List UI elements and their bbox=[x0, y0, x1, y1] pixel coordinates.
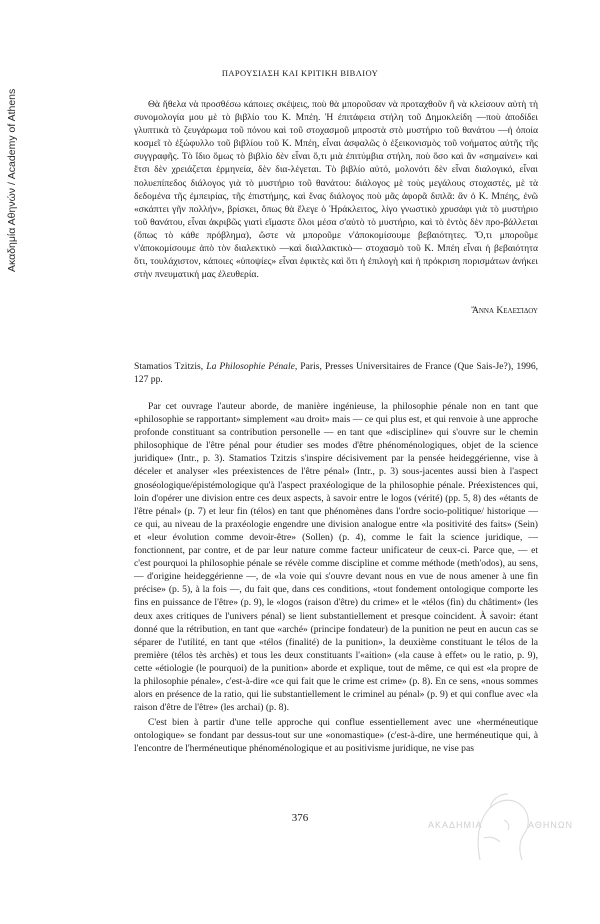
watermark-right-text: ΑΘΗΝΩΝ bbox=[528, 820, 574, 830]
french-paragraph: C'est bien à partir d'une telle approche qui conflue essentiellement avec une «herméneutique ontologique» se fondant par dessus-tout sur une «onomastique» (c'est-à-dire, une herméneutique qui, à l'encontre de l'herméneutique phénoménologique et au positivisme juridique, ne vise pas bbox=[134, 717, 538, 755]
citation-author: Stamatios Tzitzis, bbox=[134, 361, 204, 372]
running-header: ΠΑΡΟΥΣΙΑΣΗ ΚΑΙ ΚΡΙΤΙΚΗ ΒΙΒΛΙΟΥ bbox=[221, 68, 379, 78]
page-number: 376 bbox=[291, 812, 309, 824]
academy-watermark bbox=[418, 790, 588, 870]
watermark-left-text: ΑΚΑΔΗΜΙΑ bbox=[428, 820, 483, 830]
greek-review-text bbox=[134, 98, 538, 281]
citation-title: La Philosophie Pénale bbox=[206, 361, 295, 372]
citation-details: , Paris, Presses Universitaires de France (Que Sais-Je?), 1996, 127 pp. bbox=[134, 361, 539, 386]
book-citation bbox=[134, 360, 538, 386]
french-review-text bbox=[134, 400, 538, 758]
review-signature: Ἄννα Κελεσίδου bbox=[471, 306, 538, 316]
french-paragraph: Par cet ouvrage l'auteur aborde, de manière ingénieuse, la philosophie pénale non en tant que «philosophie se rapportant» simplement «au droit» mais — ce qui plus est, et qui renvoie à une approche profonde constituant sa contribution personelle — en tant que «discipline» qui s'ouvre sur le chemin philosophique de l'être pénal pour étudier ses modes d'être phénoménologiques, objet de la science juridique» (Intr., p. 3). Stamatios Tzitzis s'inspire décisivement par la pensée heideggérienne, vise à déceler et analyser «les préexistences de l'être pénal» (Intr., p. 3) sous-jacentes aussi bien à l'aspect gnoséologique/épistémologique qu'à l'aspect praxéologique de la philosophie pénale. Préexistences qui, loin d'opérer une division entre ces deux aspects, à savoir entre le logos (vérité) (pp. 5, 8) des «étants de l'être pénal» (p. 7) et leur fin (télos) en tant que phénomènes dans l'ordre socio-politique/ historique — ce qui, au niveau de la praxéologie engendre une division analogue entre «la positivité des faits» (Sein) et «leur évolution comme devoir-être» (Sollen) (p. 4), comme le fait la science juridique, — fonctionnent, par contre, et de par leur nature comme facteur unificateur de ceux-ci. Parce que, — et c'est pourquoi la philosophie pénale se révèle comme discipline et comme méthode (meth'odos), au sens, — d'origine heideggérienne —, de «la voie qui s'ouvre devant nous en vue de nous amener à une fin précise» (p. 5), à la fois —, du fait que, dans ces conditions, «tout fondement ontologique comporte les fins en puissance de l'être» (p. 9), le «logos (raison d'être) du crime» et le «télos (fin) du châtiment» (les deux axes critiques de l'univers pénal) se lient substantiellement et presque coincident. À savoir: étant donné que la rétribution, en tant que «arché» (principe fondateur) de la punition ne peut en aucun cas se séparer de l'utilité, en tant que «télos (finalité) de la punition», la deuxième constituant le télos de la première (télos tès archès) et tous les deux constituants l'«aition» («la cause à effet» ou le ratio, p. 9), cette «étiologie (le pourquoi) de la punition» aborde et explique, tout de même, ce qui est «la propre de la philosophie pénale», c'est-à-dire «ce qui fait que le crime est crime» (p. 8). En ce sens, «nous sommes alors en présence de la ratio, qui lie substantiellement le criminel au pénal» (p. 9) et qui conflue avec «la raison d'être de l'être» (les archai) (p. 8). bbox=[134, 401, 538, 714]
greek-paragraph: Θὰ ἤθελα νὰ προσθέσω κάποιες σκέψεις, ποὺ θὰ μποροῦσαν νὰ προταχθοῦν ἢ νὰ κλείσουν αὐτὴ τὴ συνομολογία μου μὲ τὸ βιβλίο του Κ. Μπέη. Ἡ ἐπιτάφεια στήλη τοῦ Δημοκλείδη —ποὺ ἀποδίδει γλυπτικὰ τὸ ζευγάρωμα τοῦ πόνου καὶ τοῦ στοχασμοῦ μπροστὰ στὸ μυστήριο τοῦ θανάτου —ἡ ὁποία κοσμεῖ τὸ ἐξώφυλλο τοῦ βιβλίου τοῦ Κ. Μπέη, εἶναι ἀσφαλῶς ὁ ἐξεικονισμὸς τοῦ νοήματος αὐτῆς τῆς συγγραφῆς. Τὸ ἴδιο ὅμως τὸ βιβλίο δὲν εἶναι ὅ,τι μιὰ ἐπιτύμβια στήλη, ποὺ ὅσο καὶ ἂν «σημαίνει» καὶ ἔτσι δὲν χρειάζεται ἑρμηνεία, δὲν δια-λέγεται. Τὸ βιβλίο αὐτό, μολονότι δὲν εἶναι διαλογικό, εἶναι πολυεπίπεδος διάλογος γιὰ τὸ μυστήριο τοῦ θανάτου: διάλογος μὲ τοὺς μεγάλους στοχαστές, μὲ τὰ δεδομένα τῆς ἐμπειρίας, τῆς ἐπιστήμης, καὶ ἕνας διάλογος ποὺ μᾶς ἀφορᾶ διπλᾶ: ἂν ὁ Κ. Μπέης, ἐνῶ «σκάπτει γῆν πολλήν», βρίσκει, ὅπως θὰ ἔλεγε ὁ Ἡράκλειτος, λίγο γνωστικὸ χρυσάφι γιὰ τὸ μυστήριο τοῦ θανάτου, εἶναι ἀκριβῶς γιατὶ εἴμαστε ὅλοι μέσα σ'αὐτὸ τὸ μυστήριο, καὶ τὸ ἐντὸς δὲν προ-βάλλεται (ὅπως τὸ κάθε πρόβλημα), ὥστε νὰ μποροῦμε ν'ἀποκομίσουμε βεβαιότητες. Ὅ,τι μποροῦμε ν'ἀποκομίσουμε ἀπὸ τὸν διαλεκτικὸ —καὶ διαλλακτικὸ— στοχασμὸ τοῦ Κ. Μπέη εἶναι ἡ βεβαιότητα ὅτι, τουλάχιστον, κάποιες «ὑποψίες» εἶναι ἐφικτὲς καὶ ὅτι ἡ ἐπιλογὴ καὶ ἡ πρόκριση πορισμάτων ἀνήκει στὴν πνευματική μας ἐλευθερία. bbox=[134, 99, 538, 281]
athena-head-icon bbox=[418, 790, 588, 870]
archive-side-label: Ακαδημία Αθηνών / Academy of Athens bbox=[6, 88, 18, 272]
